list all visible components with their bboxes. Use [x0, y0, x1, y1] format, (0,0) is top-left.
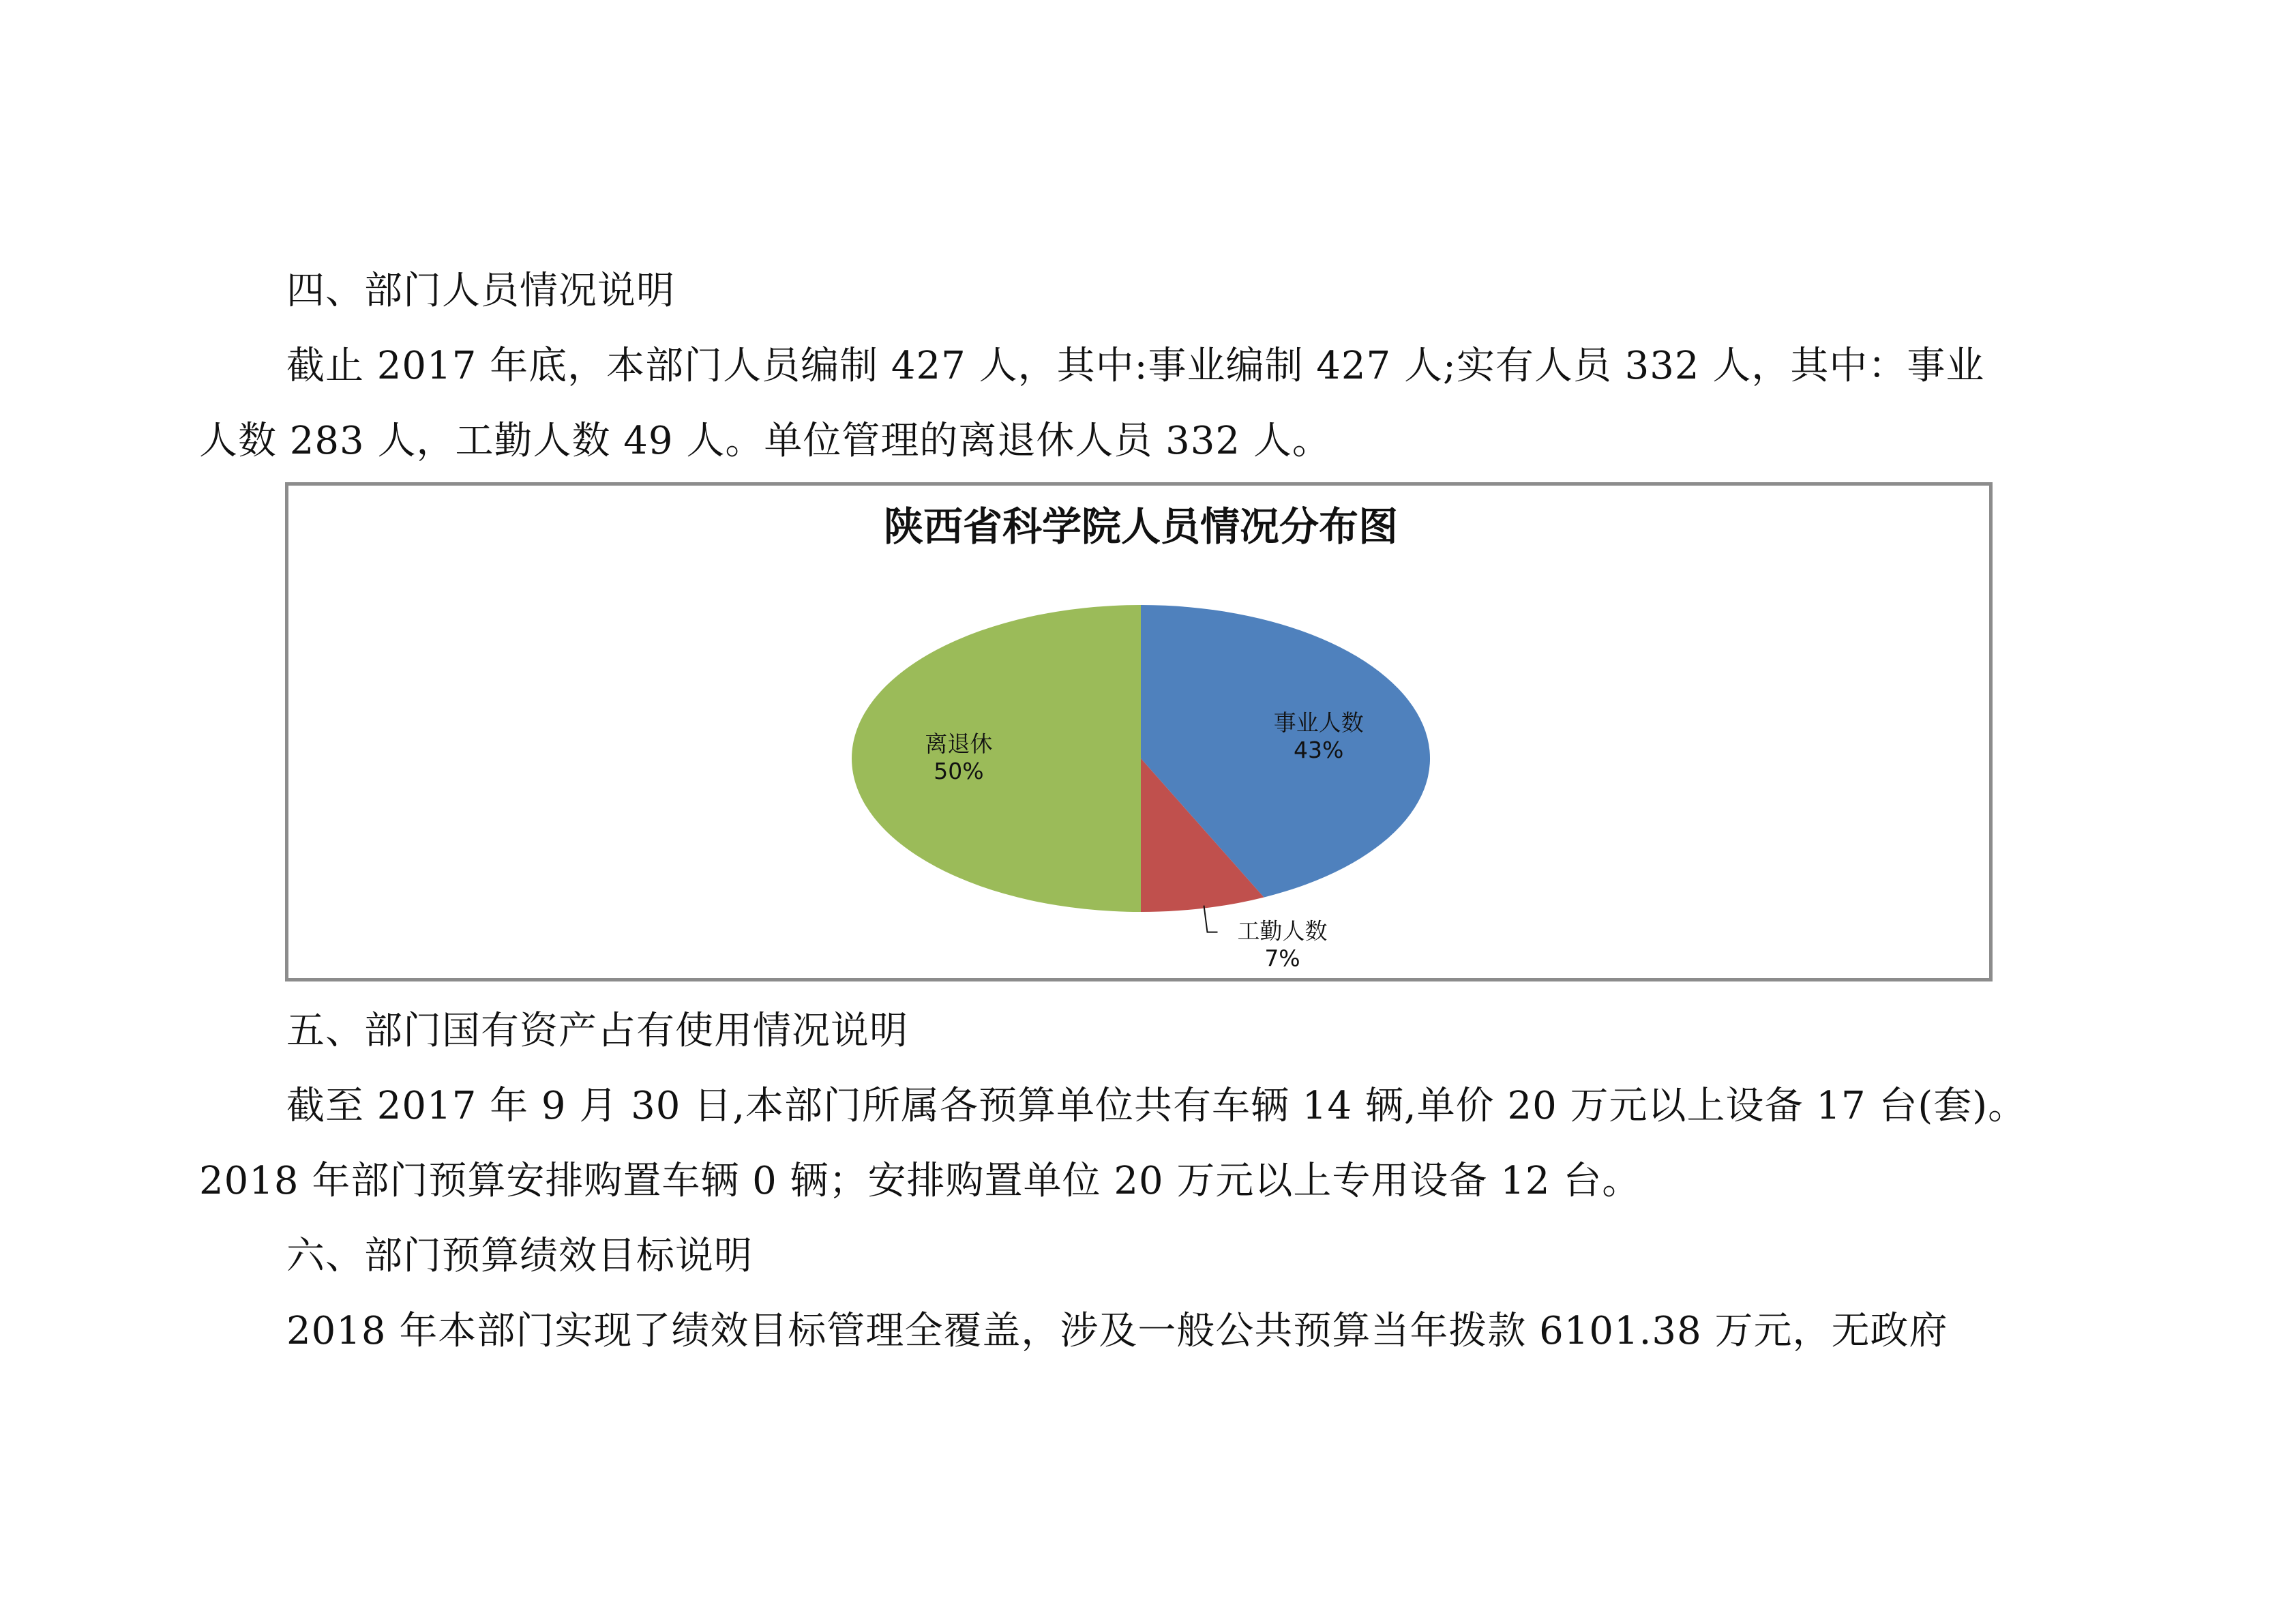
label-shiye: 事业人数 [1273, 709, 1364, 737]
leader-line [1204, 906, 1218, 932]
pie-chart-frame [285, 482, 1993, 981]
chart-title: 陕西省科学院人员情况分布图 [883, 503, 1399, 550]
pie-chart [288, 486, 1989, 978]
section6-heading: 六、部门预算绩效目标说明 [286, 1234, 753, 1278]
label-gongqin: 工勤人数 [1237, 917, 1328, 945]
section4-paragraph-line1: 截止 2017 年底，本部门人员编制 427 人，其中:事业编制 427 人;实有人员 332 人，其中：事业 [286, 344, 1985, 388]
label-shiye-percent: 43% [1294, 737, 1344, 764]
section4-paragraph-line2: 人数 283 人，工勤人数 49 人。单位管理的离退休人员 332 人。 [199, 419, 1331, 463]
section5-heading: 五、部门国有资产占有使用情况说明 [286, 1009, 908, 1053]
label-lituixiu-percent: 50% [934, 758, 984, 784]
section5-paragraph-line2: 2018 年部门预算安排购置车辆 0 辆；安排购置单位 20 万元以上专用设备 12 台。 [199, 1159, 1641, 1203]
label-gongqin-percent: 7% [1264, 945, 1300, 972]
section6-paragraph-line1: 2018 年本部门实现了绩效目标管理全覆盖，涉及一般公共预算当年拨款 6101.38 万元，无政府 [286, 1309, 1948, 1353]
slice-lituixiu [852, 605, 1141, 912]
section4-heading: 四、部门人员情况说明 [286, 269, 675, 313]
label-lituixiu: 离退休 [925, 730, 993, 757]
section5-paragraph-line1: 截至 2017 年 9 月 30 日,本部门所属各预算单位共有车辆 14 辆,单价 20 万元以上设备 17 台(套)。 [286, 1084, 2027, 1128]
